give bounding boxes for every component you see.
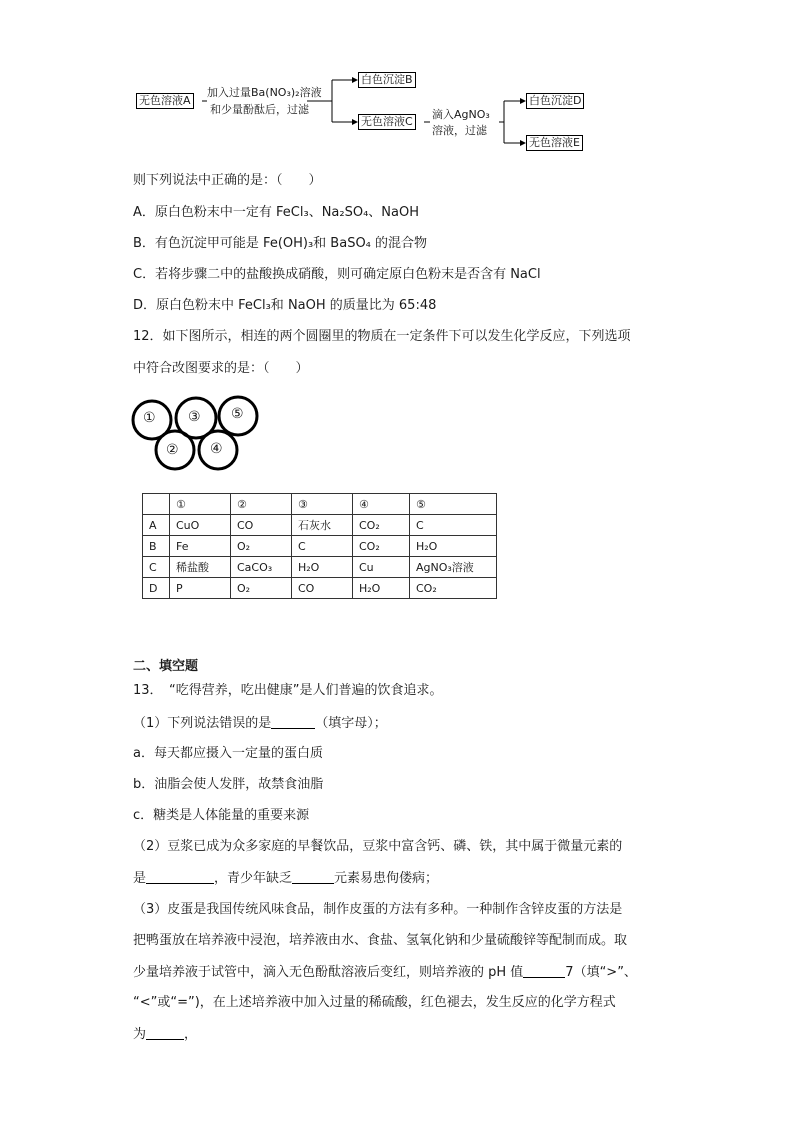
table-cell: C bbox=[143, 557, 170, 578]
q13-option-c: c．糖类是人体能量的重要来源 bbox=[133, 808, 310, 823]
answer-blank-2[interactable] bbox=[146, 869, 214, 884]
flow-step1-bottom: 和少量酚酞后，过滤 bbox=[210, 103, 309, 116]
flow-box-a: 无色溶液A bbox=[136, 93, 194, 109]
table-header-row bbox=[143, 494, 497, 515]
table-header-cell: ③ bbox=[292, 494, 353, 515]
q11-stem: 则下列说法中正确的是：（ ） bbox=[133, 173, 322, 188]
q13-part3-line2: 把鸭蛋放在培养液中浸泡，培养液由水、食盐、氢氧化钠和少量硫酸锌等配制而成。取 bbox=[133, 933, 628, 948]
table-cell: CO₂ bbox=[410, 578, 497, 599]
table-row bbox=[143, 515, 497, 536]
section-title: 二、填空题 bbox=[133, 659, 199, 674]
q13-stem: 13． “吃得营养，吃出健康”是人们普遍的饮食追求。 bbox=[133, 683, 443, 698]
q13-part2-text-b: ，青少年缺乏 bbox=[214, 871, 293, 886]
table-cell: H₂O bbox=[410, 536, 497, 557]
q12-stem-line1: 12．如下图所示，相连的两个圆圈里的物质在一定条件下可以发生化学反应，下列选项 bbox=[133, 329, 631, 344]
table-row bbox=[143, 536, 497, 557]
table-cell: O₂ bbox=[231, 578, 292, 599]
table-cell: CO₂ bbox=[353, 515, 410, 536]
q13-part2-text-a: 是 bbox=[133, 871, 147, 886]
circle-rings bbox=[130, 388, 270, 480]
q11-option-b: B．有色沉淀甲可能是 Fe(OH)₃和 BaSO₄ 的混合物 bbox=[133, 236, 428, 251]
table-cell: AgNO₃溶液 bbox=[410, 557, 497, 578]
answer-blank-5[interactable] bbox=[146, 1025, 184, 1040]
flow-step2-top: 滴入AgNO₃ bbox=[432, 108, 490, 121]
answer-blank-4[interactable] bbox=[523, 963, 565, 978]
table-cell: D bbox=[143, 578, 170, 599]
q13-part3-line5 bbox=[133, 1025, 197, 1044]
q13-part3-text-d: ， bbox=[184, 1027, 198, 1042]
table-cell: H₂O bbox=[292, 557, 353, 578]
table-cell: CO bbox=[231, 515, 292, 536]
answer-blank-3[interactable] bbox=[292, 869, 334, 884]
flow-step1-top: 加入过量Ba(NO₃)₂溶液 bbox=[207, 86, 322, 99]
q13-part1 bbox=[133, 714, 387, 733]
table-row bbox=[143, 578, 497, 599]
flow-box-d: 白色沉淀D bbox=[526, 93, 584, 109]
table-cell: P bbox=[170, 578, 231, 599]
table-row bbox=[143, 557, 497, 578]
table-cell: B bbox=[143, 536, 170, 557]
q13-part2-line1: （2）豆浆已成为众多家庭的早餐饮品，豆浆中富含钙、磷、铁，其中属于微量元素的 bbox=[133, 839, 623, 854]
table-header-cell bbox=[143, 494, 170, 515]
table-cell: CO₂ bbox=[353, 536, 410, 557]
table-cell: C bbox=[410, 515, 497, 536]
circle-label-5: ⑤ bbox=[231, 406, 244, 422]
flow-box-c: 无色溶液C bbox=[358, 114, 416, 130]
q13-part3-line3 bbox=[133, 963, 637, 982]
table-cell: 石灰水 bbox=[292, 515, 353, 536]
table-cell: Fe bbox=[170, 536, 231, 557]
table-cell: CaCO₃ bbox=[231, 557, 292, 578]
table-cell: C bbox=[292, 536, 353, 557]
q11-option-d: D．原白色粉末中 FeCl₃和 NaOH 的质量比为 65:48 bbox=[133, 298, 437, 313]
circle-label-1: ① bbox=[143, 410, 156, 426]
q13-part1-text: （1）下列说法错误的是 bbox=[133, 716, 272, 731]
q13-part3-text-a: 少量培养液于试管中，滴入无色酚酞溶液后变红，则培养液的 pH 值 bbox=[133, 965, 524, 980]
table-header-cell: ② bbox=[231, 494, 292, 515]
q13-option-a: a．每天都应摄入一定量的蛋白质 bbox=[133, 746, 323, 761]
q13-part3-text-c: 为 bbox=[133, 1027, 147, 1042]
q13-part2-text-c: 元素易患佝偻病； bbox=[334, 871, 439, 886]
flow-step2-bottom: 溶液，过滤 bbox=[432, 124, 487, 137]
q13-option-b: b．油脂会使人发胖，故禁食油脂 bbox=[133, 777, 324, 792]
table-header-cell: ⑤ bbox=[410, 494, 497, 515]
flow-box-b: 白色沉淀B bbox=[358, 72, 416, 88]
q11-option-c: C．若将步骤二中的盐酸换成硝酸，则可确定原白色粉末是否含有 NaCl bbox=[133, 267, 541, 282]
q13-part1-suffix: （填字母）； bbox=[315, 716, 387, 731]
q13-part3-line4: “<”或“=”)，在上述培养液中加入过量的稀硫酸，红色褪去，发生反应的化学方程式 bbox=[133, 995, 616, 1010]
table-cell: H₂O bbox=[353, 578, 410, 599]
q13-part2-line2 bbox=[133, 869, 438, 888]
circle-label-4: ④ bbox=[210, 441, 223, 457]
q13-part3-line1: （3）皮蛋是我国传统风味食品，制作皮蛋的方法有多种。一种制作含锌皮蛋的方法是 bbox=[133, 902, 623, 917]
flow-box-e: 无色溶液E bbox=[526, 135, 583, 151]
circle-label-2: ② bbox=[166, 442, 179, 458]
answer-blank-1[interactable] bbox=[271, 714, 315, 729]
q12-table bbox=[142, 493, 497, 599]
table-cell: Cu bbox=[353, 557, 410, 578]
table-cell: CO bbox=[292, 578, 353, 599]
table-header-cell: ① bbox=[170, 494, 231, 515]
q12-stem-line2: 中符合改图要求的是：（ ） bbox=[133, 361, 309, 376]
q13-part3-text-b: 7（填“>”、 bbox=[565, 965, 637, 980]
table-cell: CuO bbox=[170, 515, 231, 536]
table-header-cell: ④ bbox=[353, 494, 410, 515]
q11-option-a: A．原白色粉末中一定有 FeCl₃、Na₂SO₄、NaOH bbox=[133, 205, 419, 220]
table-cell: O₂ bbox=[231, 536, 292, 557]
circle-label-3: ③ bbox=[188, 409, 201, 425]
table-cell: A bbox=[143, 515, 170, 536]
table-cell: 稀盐酸 bbox=[170, 557, 231, 578]
